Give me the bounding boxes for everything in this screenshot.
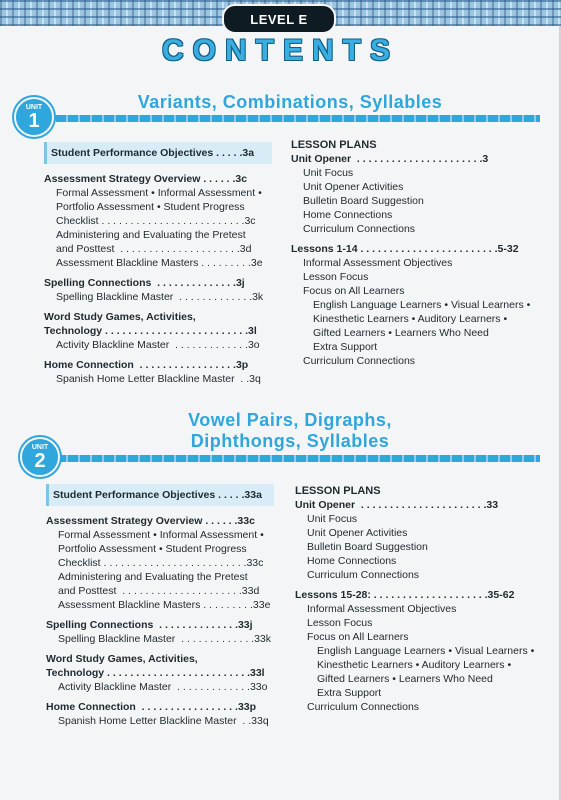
unit-1-divider-bar	[20, 115, 540, 122]
toc-subentry-nested: Extra Support	[313, 341, 378, 353]
lesson-plans-heading: LESSON PLANS	[291, 139, 377, 151]
toc-subentry: Unit Opener Activities	[307, 527, 408, 539]
toc-subentry: Spelling Blackline Master . . . . . . . . . . . . .3k	[56, 291, 264, 303]
section-heading-entry: Lessons 1-14 . . . . . . . . . . . . . . . . . . . . . . . .5-32	[291, 243, 519, 255]
section-heading-entry: Word Study Games, Activities,	[44, 311, 196, 323]
level-badge: LEVEL E	[222, 4, 336, 34]
toc-subentry: Formal Assessment • Informal Assessment •	[58, 529, 264, 541]
toc-subentry: and Posttest . . . . . . . . . . . . . . . . . . . . .3d	[56, 243, 252, 255]
toc-subentry: Portfolio Assessment • Student Progress	[58, 543, 247, 555]
toc-subentry: Home Connections	[307, 555, 397, 567]
toc-subentry: Unit Opener Activities	[303, 181, 404, 193]
toc-subentry: Spanish Home Letter Blackline Master . .33q	[58, 715, 269, 727]
toc-subentry: Checklist . . . . . . . . . . . . . . . . . . . . . . . . .3c	[56, 215, 256, 227]
section-heading-entry: Home Connection . . . . . . . . . . . . . . . . .33p	[46, 701, 257, 713]
toc-subentry: Curriculum Connections	[307, 701, 420, 713]
toc-subentry-nested: Gifted Learners • Learners Who Need	[317, 673, 493, 685]
section-heading-entry: Technology . . . . . . . . . . . . . . . . . . . . . . . . .33l	[46, 667, 265, 679]
unit-1-badge	[14, 97, 54, 137]
toc-subentry: Lesson Focus	[303, 271, 369, 283]
toc-subentry: Administering and Evaluating the Pretest	[56, 229, 246, 241]
toc-subentry: Home Connections	[303, 209, 393, 221]
toc-subentry-nested: English Language Learners • Visual Learners •	[313, 299, 531, 311]
unit-1-title	[100, 92, 480, 113]
toc-subentry: Curriculum Connections	[307, 569, 420, 581]
toc-subentry: Unit Focus	[303, 167, 354, 179]
section-heading-entry: Unit Opener . . . . . . . . . . . . . . . . . . . . . .3	[291, 153, 489, 165]
objectives-entry: Student Performance Objectives . . . . .33a	[46, 484, 274, 506]
page-title: CONTENTS	[162, 34, 399, 67]
unit-1-right-column	[291, 138, 536, 368]
section-heading-entry: Spelling Connections . . . . . . . . . . . . . .33j	[46, 619, 253, 631]
toc-subentry-nested: Gifted Learners • Learners Who Need	[313, 327, 489, 339]
unit-1-title-line: Variants, Combinations, Syllables	[137, 92, 443, 112]
unit-2-title	[100, 410, 480, 452]
section-heading-entry: Assessment Strategy Overview . . . . . .33c	[46, 515, 255, 527]
section-heading-entry: Word Study Games, Activities,	[46, 653, 198, 665]
section-heading-entry: Home Connection . . . . . . . . . . . . . . . . .3p	[44, 359, 249, 371]
toc-subentry: Assessment Blackline Masters . . . . . . . . .3e	[56, 257, 263, 269]
unit-1-left-column	[44, 142, 272, 386]
section-heading-entry: Spelling Connections . . . . . . . . . . . . . .3j	[44, 277, 245, 289]
toc-subentry-nested: English Language Learners • Visual Learners •	[317, 645, 535, 657]
toc-subentry: Spelling Blackline Master . . . . . . . . . . . . .33k	[58, 633, 271, 645]
section-heading-entry: Assessment Strategy Overview . . . . . .3c	[44, 173, 248, 185]
unit-2-title-line-1: Vowel Pairs, Digraphs,	[188, 410, 392, 430]
toc-subentry-nested: Extra Support	[317, 687, 382, 699]
toc-subentry: Formal Assessment • Informal Assessment •	[56, 187, 262, 199]
toc-subentry: Informal Assessment Objectives	[307, 603, 457, 615]
toc-subentry: and Posttest . . . . . . . . . . . . . . . . . . . . .33d	[58, 585, 260, 597]
toc-subentry: Spanish Home Letter Blackline Master . .3q	[56, 373, 261, 385]
unit-2-title-line-2: Diphthongs, Syllables	[190, 431, 390, 451]
objectives-entry: Student Performance Objectives . . . . .3a	[44, 142, 272, 164]
section-heading-entry: Technology . . . . . . . . . . . . . . . . . . . . . . . . .3l	[44, 325, 257, 337]
unit-2-label: UNIT	[31, 444, 49, 451]
toc-subentry: Administering and Evaluating the Pretest	[58, 571, 248, 583]
toc-subentry: Curriculum Connections	[303, 223, 416, 235]
unit-1-label: UNIT	[25, 104, 43, 111]
toc-subentry: Unit Focus	[307, 513, 358, 525]
unit-2-right-column	[295, 484, 540, 714]
toc-subentry: Informal Assessment Objectives	[303, 257, 453, 269]
toc-subentry: Bulletin Board Suggestion	[307, 541, 428, 553]
toc-subentry: Bulletin Board Suggestion	[303, 195, 424, 207]
toc-subentry: Checklist . . . . . . . . . . . . . . . . . . . . . . . . .33c	[58, 557, 264, 569]
toc-subentry-nested: Kinesthetic Learners • Auditory Learners •	[317, 659, 512, 671]
toc-subentry-nested: Kinesthetic Learners • Auditory Learners •	[313, 313, 508, 325]
toc-subentry: Portfolio Assessment • Student Progress	[56, 201, 245, 213]
section-heading-entry: Unit Opener . . . . . . . . . . . . . . . . . . . . . .33	[295, 499, 499, 511]
unit-2-badge	[20, 437, 60, 477]
toc-subentry: Focus on All Learners	[307, 631, 409, 643]
toc-subentry: Activity Blackline Master . . . . . . . . . . . . .33o	[58, 681, 268, 693]
toc-subentry: Activity Blackline Master . . . . . . . . . . . . .3o	[56, 339, 260, 351]
unit-2-left-column	[46, 484, 274, 728]
toc-subentry: Focus on All Learners	[303, 285, 405, 297]
section-heading-entry: Lessons 15-28: . . . . . . . . . . . . . . . . . . . .35-62	[295, 589, 515, 601]
toc-subentry: Assessment Blackline Masters . . . . . . . . .33e	[58, 599, 271, 611]
unit-2-divider-bar	[20, 455, 540, 462]
toc-subentry: Lesson Focus	[307, 617, 373, 629]
toc-subentry: Curriculum Connections	[303, 355, 416, 367]
unit-1-number: 1	[28, 110, 40, 132]
lesson-plans-heading: LESSON PLANS	[295, 485, 381, 497]
unit-2-number: 2	[34, 450, 46, 472]
